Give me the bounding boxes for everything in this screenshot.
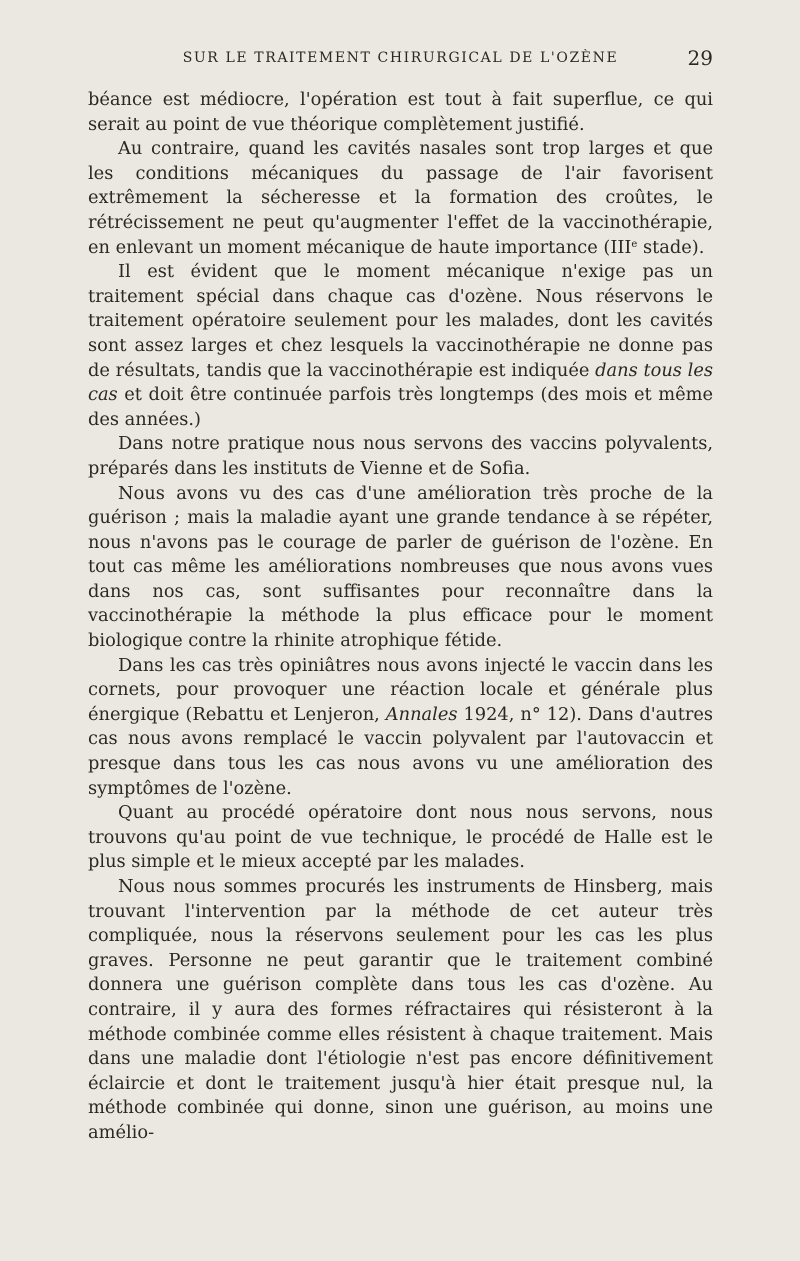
- paragraph-3-italic: dans tous les cas: [88, 359, 713, 406]
- paragraph-2-tail: stade).: [637, 236, 705, 258]
- paragraph-2: [88, 137, 713, 260]
- page-number: 29: [687, 46, 713, 70]
- superscript-e: e: [631, 238, 638, 250]
- paragraph-6-italic: Annales: [385, 703, 458, 725]
- paragraph-6-text: Dans les cas très opiniâtres nous avons injecté le vaccin dans les cornets, pour provoquer une réaction locale et générale plus énergique (Rebattu et Lenjeron,: [88, 654, 713, 725]
- paragraph-3-tail: et doit être continuée parfois très longtemps (des mois et même des années.): [88, 384, 713, 430]
- page-header: [88, 46, 713, 72]
- paragraph-8: Nous nous sommes procurés les instruments de Hinsberg, mais trouvant l'intervention par la méthode de cet auteur très compliquée, nous la réservons seulement pour les cas les plus graves. Personne ne peut garantir que le traitement combiné donnera une guérison complète dans tous les cas d'ozène. Au contraire, il y aura des formes réfractaires qui résisteront à la méthode combinée comme elles résistent à chaque traitement. Mais dans une maladie dont l'étiologie n'est pas encore définitivement éclaircie et dont le traitement jusqu'à hier était presque nul, la méthode combinée qui donne, sinon une guérison, au moins une amélio-: [88, 876, 713, 1143]
- paragraph-1: béance est médiocre, l'opération est tout à fait superflue, ce qui serait au point de vue théorique complètement justifié.: [88, 89, 713, 135]
- paragraph-6-tail: 1924, n° 12). Dans d'autres cas nous avons remplacé le vaccin polyvalent par l'autovaccin et presque dans tous les cas nous avons vu une amélioration des symptômes de l'ozène.: [88, 703, 713, 799]
- paragraph-3: [88, 260, 713, 432]
- paragraph-7: Quant au procédé opératoire dont nous nous servons, nous trouvons qu'au point de vue technique, le procédé de Halle est le plus simple et le mieux accepté par les malades.: [88, 802, 713, 873]
- running-head: SUR LE TRAITEMENT CHIRURGICAL DE L'OZÈNE: [182, 50, 619, 66]
- paragraph-4: Dans notre pratique nous nous servons des vaccins polyvalents, préparés dans les instituts de Vienne et de Sofia.: [88, 433, 713, 479]
- paragraph-5: Nous avons vu des cas d'une amélioration très proche de la guérison ; mais la maladie ayant une grande tendance à se répéter, nous n'avons pas le courage de parler de guérison de l'ozène. En tout cas même les améliorations nombreuses que nous avons vues dans nos cas, sont suffisantes pour reconnaître dans la vaccinothérapie la méthode la plus efficace pour le moment biologique contre la rhinite atrophique fétide.: [88, 482, 713, 652]
- paragraph-6: [88, 654, 713, 802]
- paragraph-2-text: Au contraire, quand les cavités nasales sont trop larges et que les conditions mécaniques du passage de l'air favorisent extrêmement la sécheresse et la formation des croûtes, le rétrécissement ne peut qu'augmenter l'effet de la vaccinothérapie, en enlevant un moment mécanique de haute importance (III: [88, 138, 713, 258]
- body-text: [88, 88, 713, 1146]
- paragraph-3-text: Il est évident que le moment mécanique n'exige pas un traitement spécial dans chaque cas d'ozène. Nous réservons le traitement opératoire seulement pour les malades, dont les cavités sont assez larges et chez lesquels la vaccinothérapie ne donne pas de résultats, tandis que la vaccinothérapie est indiquée: [88, 261, 713, 381]
